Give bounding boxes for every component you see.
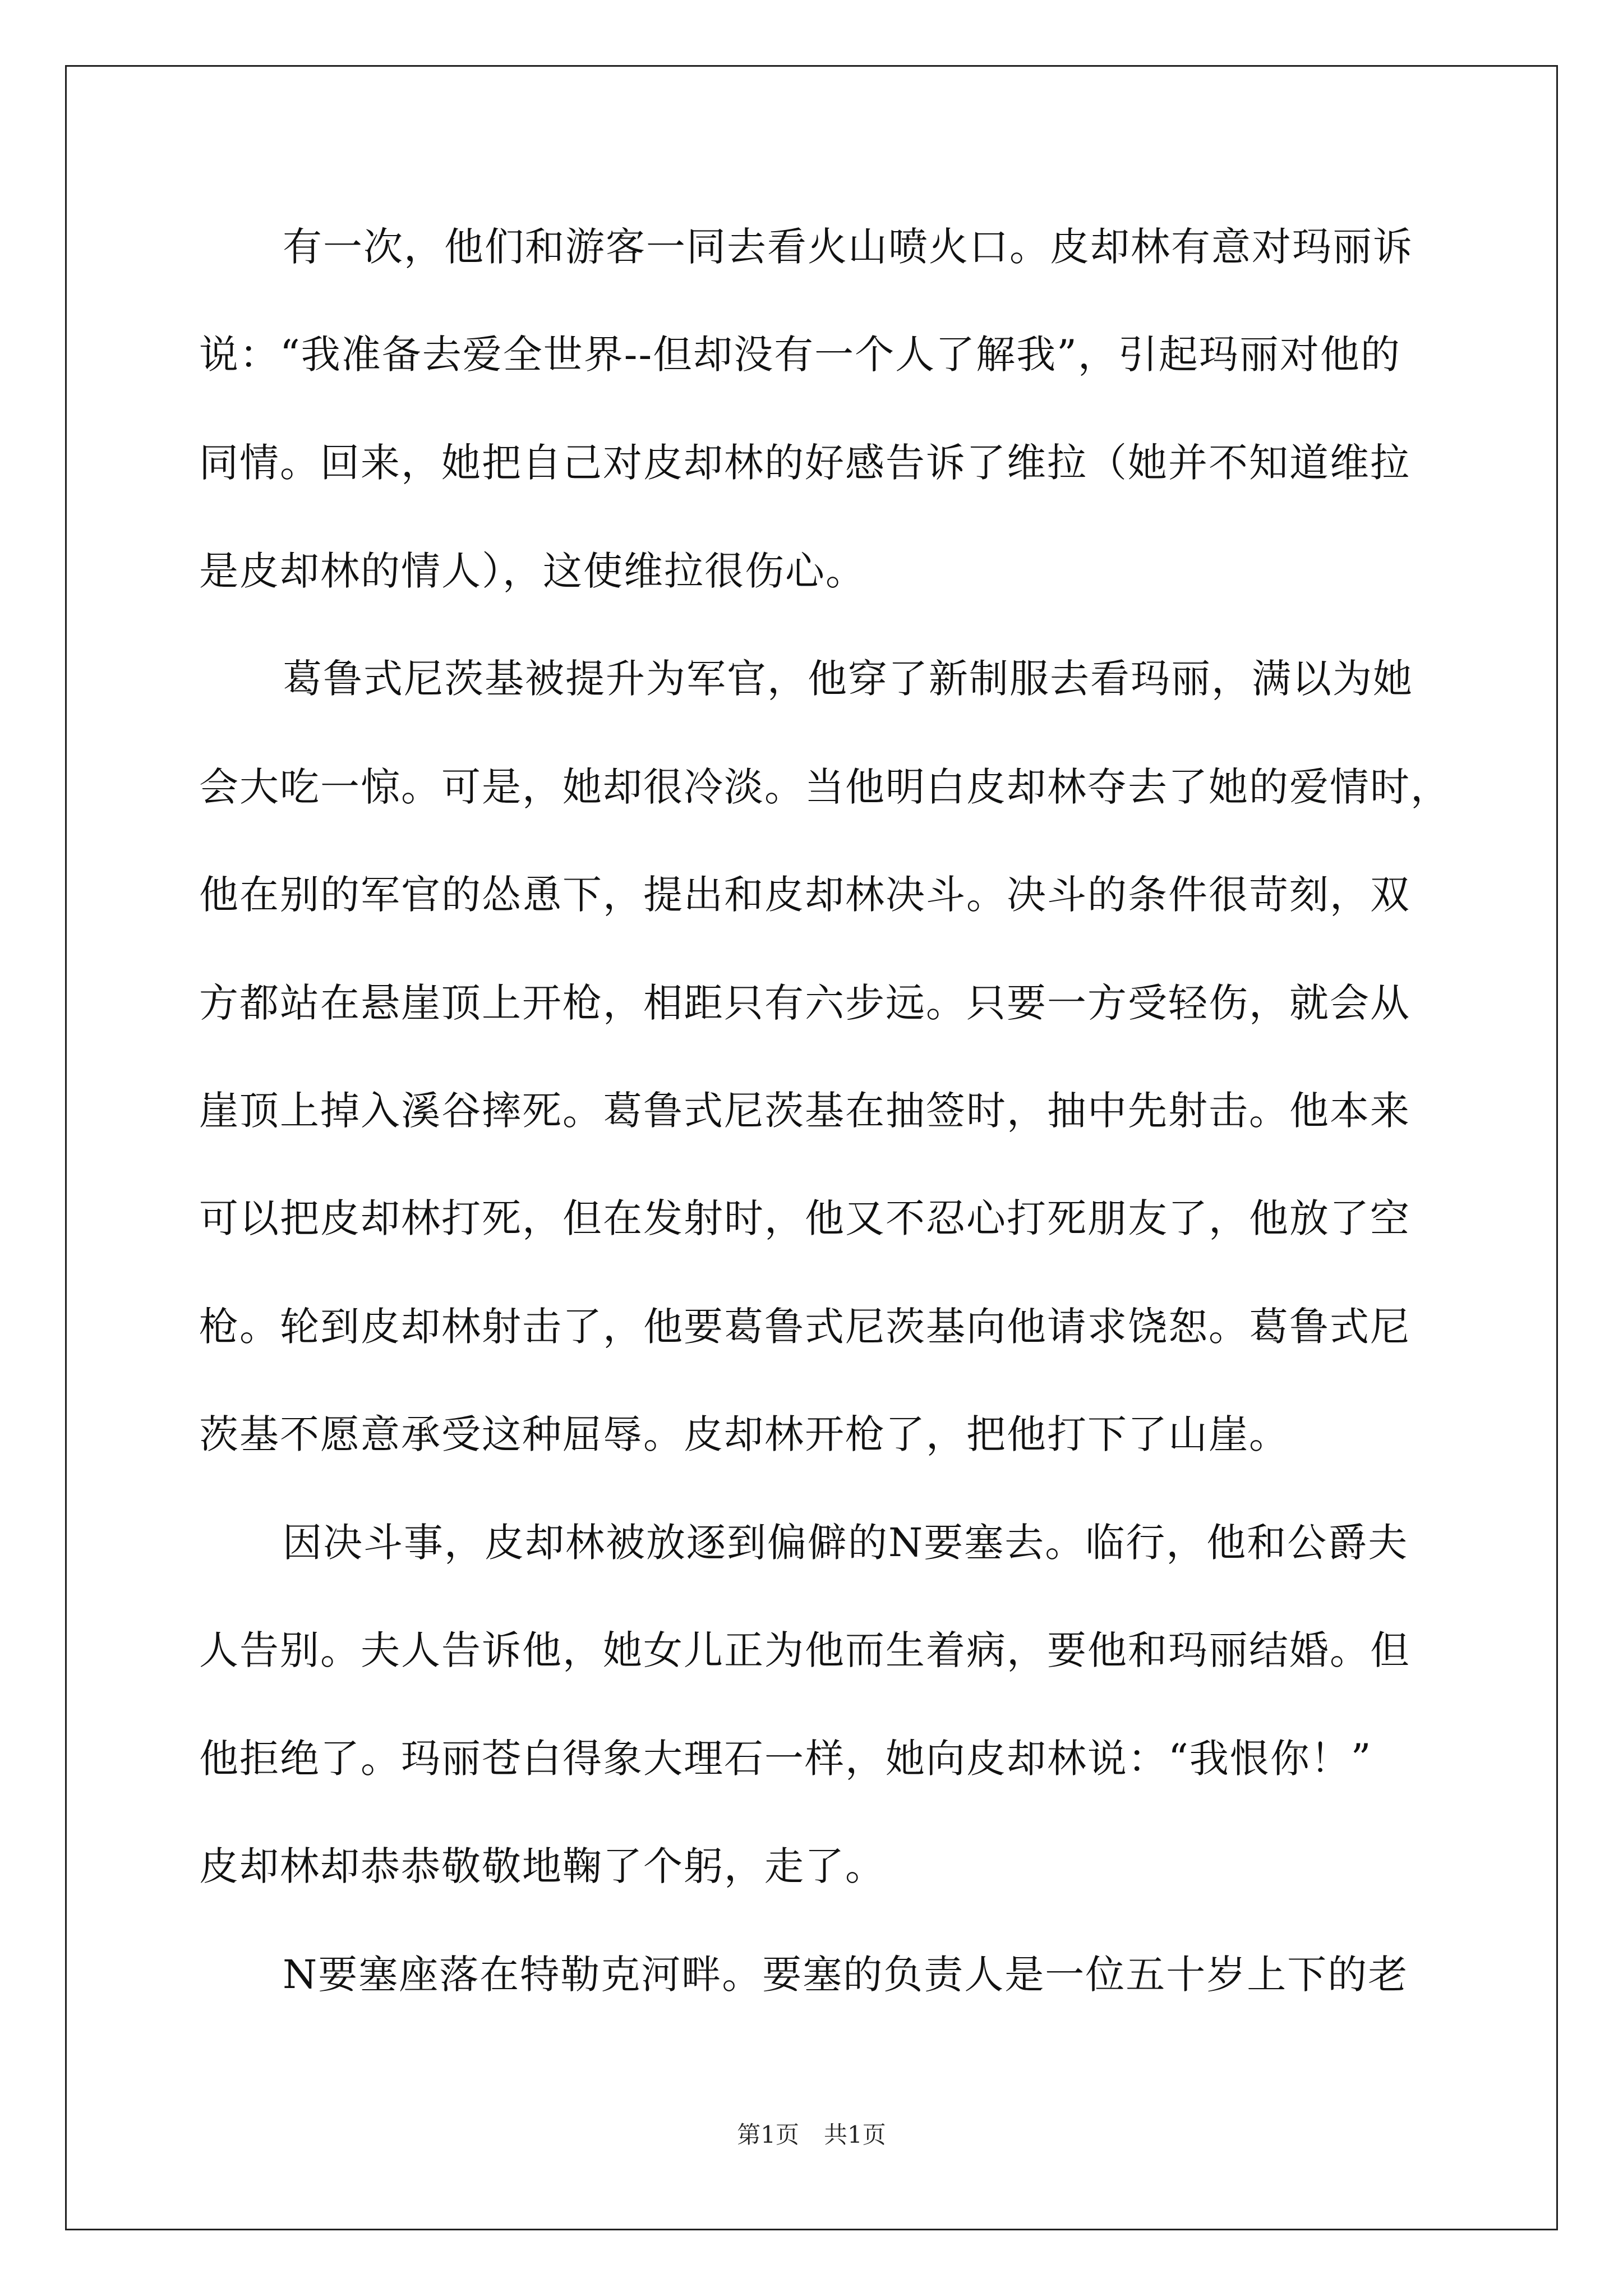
text-line: 因决斗事，皮却林被放逐到偏僻的N要塞去。临行，他和公爵夫 [283, 1520, 1409, 1566]
text-line: 皮却林却恭恭敬敬地鞠了个躬，走了。 [199, 1843, 886, 1889]
text-line: N要塞座落在特勒克河畔。要塞的负责人是一位五十岁上下的老 [283, 1952, 1409, 1998]
text-line: 可以把皮却林打死，但在发射时，他又不忍心打死朋友了，他放了空 [199, 1195, 1410, 1241]
text-line: 是皮却林的情人），这使维拉很伤心。 [199, 548, 866, 594]
text-line: 说：“我准备去爱全世界--但却没有一个人了解我”，引起玛丽对他的 [199, 332, 1401, 378]
text-line: 会大吃一惊。可是，她却很冷淡。当他明白皮却林夺去了她的爱情时， [199, 764, 1451, 810]
page-number: 第1页 [737, 2121, 799, 2148]
text-line: 枪。轮到皮却林射击了，他要葛鲁式尼茨基向他请求饶恕。葛鲁式尼 [199, 1304, 1410, 1350]
page-total: 共1页 [824, 2121, 886, 2148]
page-footer [0, 2118, 1623, 2152]
text-line: 他拒绝了。玛丽苍白得象大理石一样，她向皮却林说：“我恨你！” [199, 1736, 1372, 1782]
text-line: 人告别。夫人告诉他，她女儿正为他而生着病，要他和玛丽结婚。但 [199, 1627, 1410, 1673]
text-line: 他在别的军官的怂恿下，提出和皮却林决斗。决斗的条件很苛刻，双 [199, 872, 1410, 918]
text-line: 崖顶上掉入溪谷摔死。葛鲁式尼茨基在抽签时，抽中先射击。他本来 [199, 1088, 1410, 1134]
text-line: 茨基不愿意承受这种屈辱。皮却林开枪了，把他打下了山崖。 [199, 1411, 1289, 1457]
text-line: 葛鲁式尼茨基被提升为军官，他穿了新制服去看玛丽，满以为她 [283, 656, 1413, 702]
text-line: 有一次，他们和游客一同去看火山喷火口。皮却林有意对玛丽诉 [283, 224, 1413, 270]
text-line: 方都站在悬崖顶上开枪，相距只有六步远。只要一方受轻伤，就会从 [199, 980, 1410, 1026]
page-border [65, 65, 1558, 2230]
text-line: 同情。回来，她把自己对皮却林的好感告诉了维拉（她并不知道维拉 [199, 440, 1410, 486]
